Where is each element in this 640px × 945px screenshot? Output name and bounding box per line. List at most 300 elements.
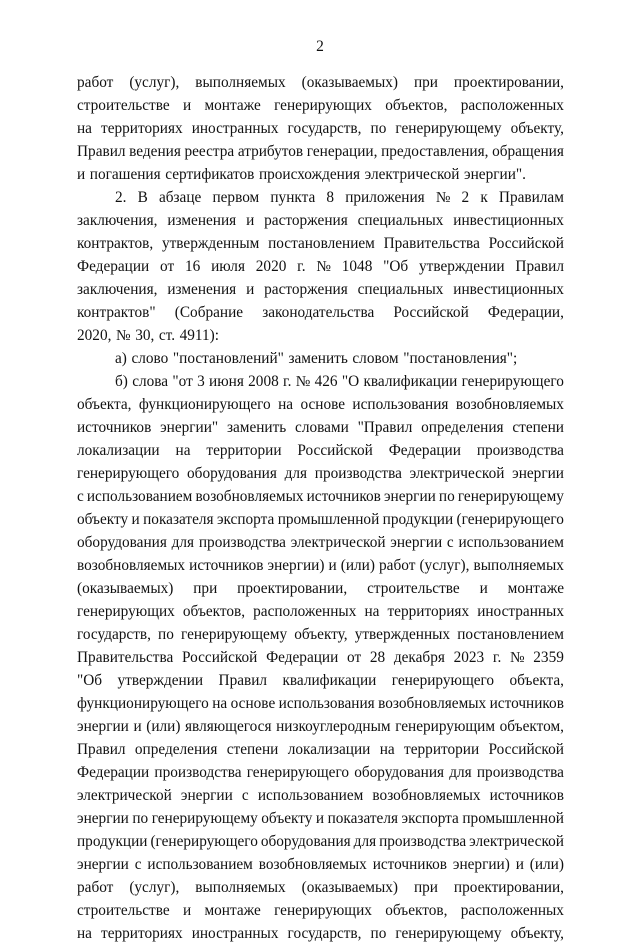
word: и [515,856,524,873]
word: (оказываемых) [77,580,174,597]
word: генерирующему [181,626,288,643]
word: генерирующим [395,718,496,735]
word: производства [476,764,564,781]
word: энергии" [160,419,219,436]
text-line [77,876,564,899]
word: специальных [357,281,444,298]
word: "Об [383,258,409,275]
text-line [77,485,564,508]
word: энергии [180,787,233,804]
word: энергии". [464,166,526,183]
word: с [241,787,249,804]
word: экспорта [401,810,459,827]
word: ведения [129,143,181,160]
word: контрактов, [77,235,154,252]
word: при [193,580,218,597]
word: объектов, [385,902,448,919]
word: декабря [393,649,445,666]
text-line [77,692,564,715]
word: источников [77,419,152,436]
word: (или) [146,718,181,735]
word: объекту, [294,626,348,643]
word: государств, [287,925,362,942]
word: энергии [383,488,436,505]
word: энергии [512,465,564,482]
text-line [77,738,564,761]
word: расположенных [460,97,564,114]
word: монтаже [204,902,261,919]
word: производства [314,465,402,482]
word: электрической [364,166,460,183]
text-line [77,646,564,669]
word: Российской [393,304,469,321]
word: и [131,511,140,528]
word: изменения [167,212,237,229]
word: показателя [143,511,214,528]
word: постановлением [268,235,375,252]
word: генерирующему [395,120,502,137]
word: инвестиционных [453,212,564,229]
word: на [77,120,92,137]
word: генерирующих [77,603,175,620]
word: энергии [390,534,443,551]
word: использованием [147,856,253,873]
word: с [446,534,454,551]
word: объекту, [510,120,564,137]
word: локализации [287,741,371,758]
word: генерирующего [391,672,495,689]
word: словами [295,419,349,436]
word: слово [131,350,169,367]
word: электрической [77,787,172,804]
word: показателя [327,810,398,827]
word: использованием [257,787,364,804]
word: основе [300,396,346,413]
word: проектировании, [237,580,348,597]
text-line [77,347,564,370]
text-line [77,784,564,807]
word: заменить [226,419,287,436]
word: пункта [270,189,316,206]
word: объектом, [499,718,564,735]
word: Правилам [498,189,564,206]
word: энергии [77,856,129,873]
text-line [77,715,564,738]
word: (Собрание [174,304,244,321]
word: генерирующего [77,465,180,482]
word: генерирующих [274,902,372,919]
word: заменить [288,350,348,367]
word: экспорта [216,511,275,528]
word: г. [492,649,502,666]
word: по [438,488,455,505]
word: возобновляемых [258,856,367,873]
word: для [353,833,377,850]
word: № [316,258,331,275]
word: 2. [115,189,127,206]
word: использованием [458,534,564,551]
word: для [171,534,195,551]
word: объекту [77,511,129,528]
word: и [133,718,142,735]
word: а) [115,350,127,367]
word: локализации [77,442,160,459]
word: 2008 [248,373,279,390]
word: (генерирующего [456,511,564,528]
word: Правил [77,143,126,160]
text-line [77,278,564,301]
word: энергии [77,718,129,735]
word: возобновляемых [77,557,186,574]
word: объекта, [509,672,564,689]
word: (оказываемых) [301,74,398,91]
word: государств, [77,626,151,643]
word: 426 [314,373,338,390]
word: Федерации [388,442,461,459]
word: иностранных [191,925,279,942]
word: на [175,442,191,459]
word: оборудования [354,764,445,781]
word: определения [421,419,504,436]
word: Российской [488,235,564,252]
document-body [77,71,564,945]
text-line [77,600,564,623]
text-line [77,807,564,830]
word: использованием [86,488,193,505]
word: на [212,695,228,712]
word: Правил [218,672,268,689]
word: промышленной [462,810,564,827]
word: утверждении [117,672,204,689]
word: (генерирующего [150,833,258,850]
word: утверждении [419,258,505,275]
word: генерации, [306,143,378,160]
word: и [479,580,488,597]
text-line [77,94,564,117]
word: основе [230,695,276,712]
word: иностранных [477,603,564,620]
word: г. [297,258,306,275]
word: на [379,741,395,758]
word: генерирующего [246,764,350,781]
word: специальных [357,212,444,229]
word: источников [372,856,448,873]
text-line [77,71,564,94]
word: постановлением [457,626,564,643]
word: и [182,97,192,114]
text-line [77,830,564,853]
word: Российской [488,741,564,758]
word: Федерации [77,258,150,275]
word: являющегося [185,718,272,735]
word: оборудования [77,534,167,551]
word: определения [134,741,218,758]
word: реестра [184,143,235,160]
text-line [77,623,564,646]
word: Федерации [77,764,150,781]
word: 2 [461,189,470,206]
word: (услуг), [129,74,180,91]
word: 2023 [453,649,485,666]
word: электрической [469,833,564,850]
word: 4911): [179,327,219,344]
word: изменения [167,281,237,298]
word: приложения [345,189,425,206]
word: (или) [340,557,375,574]
word: ст. [158,327,176,344]
word: б) [115,373,128,390]
word: июня [209,373,244,390]
word: энергии) [267,557,325,574]
word: "О [341,373,360,390]
word: заключения, [77,281,158,298]
word: абзаце [158,189,202,206]
word: территории [404,741,480,758]
text-line [77,554,564,577]
word: расположенных [253,603,357,620]
word: расторжения [264,212,348,229]
word: генерирующему [395,925,502,942]
word: строительстве [367,580,460,597]
word: 16 [184,258,201,275]
text-line [77,301,564,324]
word: происхождения [258,166,361,183]
word: объектов, [182,603,246,620]
text-line [77,462,564,485]
word: № [509,649,525,666]
word: 3 [197,373,205,390]
word: производства [476,442,564,459]
word: энергии [77,810,129,827]
word: 2359 [533,649,564,666]
word: строительстве [77,902,170,919]
word: источников [306,488,381,505]
text-line [77,508,564,531]
word: расторжения [264,281,348,298]
word: В [137,189,148,206]
word: возобновляемых [195,488,304,505]
word: для [449,764,472,781]
text-line [77,416,564,439]
word: электрической [290,534,386,551]
word: на [77,925,92,942]
word: объекту [261,810,313,827]
word: продукции [382,511,454,528]
word: и [182,902,192,919]
word: Федерации [266,649,339,666]
word: работ [77,74,114,91]
word: квалификации [363,373,458,390]
word: степени [512,419,564,436]
word: и [246,281,255,298]
word: работ [77,879,114,896]
word: 2020, [77,327,112,344]
word: производства [379,833,467,850]
word: иностранных [191,120,279,137]
word: утвержденных [354,626,451,643]
word: (или) [529,856,564,873]
word: контрактов" [77,304,156,321]
word: инвестиционных [453,281,564,298]
word: (услуг), [129,879,180,896]
text-line [77,922,564,945]
word: проектировании, [453,74,564,91]
word: Правительства [77,649,174,666]
word: строительстве [77,97,170,114]
word: на [364,603,380,620]
word: с [134,856,142,873]
word: утвержденным [161,235,260,252]
word: с [77,488,84,505]
word: 8 [326,189,335,206]
word: июля [211,258,245,275]
word: и [77,166,86,183]
text-line [77,186,564,209]
word: заключения, [77,212,158,229]
word: при [413,879,438,896]
word: монтаже [507,580,564,597]
page-number: 2 [316,38,324,55]
word: выполняемых [473,557,564,574]
text-line [77,117,564,140]
word: Федерации, [487,304,564,321]
word: и [328,557,337,574]
word: оборудования [187,465,277,482]
text-line [77,577,564,600]
word: по [370,925,387,942]
word: на [278,396,294,413]
word: выполняемых [195,879,286,896]
word: источников [489,695,564,712]
word: по [132,810,149,827]
text-line [77,232,564,255]
text-line [77,761,564,784]
word: возобновляемых [372,787,481,804]
word: низкоуглеродным [276,718,391,735]
word: "постановления"; [403,350,518,367]
word: и [246,212,255,229]
word: источников [489,787,564,804]
word: "постановлений" [172,350,284,367]
word: Российской [297,442,373,459]
word: для [284,465,308,482]
word: обращения [492,143,564,160]
text-line [77,899,564,922]
word: оборудования [260,833,351,850]
word: расположенных [460,902,564,919]
word: первом [212,189,260,206]
word: производства [154,764,242,781]
word: производства [198,534,286,551]
word: функционирующего [138,396,271,413]
word: объекта, [77,396,132,413]
word: законодательства [262,304,375,321]
word: (оказываемых) [301,879,398,896]
word: проектировании, [453,879,564,896]
word: № [295,373,311,390]
word: монтаже [204,97,261,114]
text-line [77,393,564,416]
word: выполняемых [195,74,286,91]
word: территории [206,442,282,459]
word: сертификатов [165,166,255,183]
word: атрибутов [237,143,304,160]
word: "Об [77,672,103,689]
word: территориях [387,603,470,620]
word: и [315,810,325,827]
word: № [435,189,451,206]
text-line [77,853,564,876]
word: объектов, [385,97,448,114]
word: по [370,120,387,137]
text-line [77,324,564,347]
word: по [158,626,174,643]
word: слова [132,373,169,390]
word: при [413,74,438,91]
word: Правил [77,741,126,758]
text-line [77,531,564,554]
word: территориях [101,925,183,942]
word: словом [352,350,399,367]
word: от [347,649,362,666]
word: к [480,189,488,206]
text-line [77,163,564,186]
word: генерирующему [457,488,564,505]
word: территориях [101,120,183,137]
text-line [77,140,564,163]
word: использования [278,695,375,712]
word: источников [189,557,264,574]
word: энергии) [452,856,510,873]
text-line [77,669,564,692]
word: генерирующих [274,97,372,114]
word: Правил [515,258,564,275]
word: "от [172,373,193,390]
word: 28 [369,649,386,666]
text-line [77,370,564,393]
word: (услуг), [419,557,470,574]
word: функционирующего [77,695,209,712]
word: от [160,258,175,275]
word: продукции [77,833,148,850]
word: степени [226,741,279,758]
word: г. [283,373,292,390]
text-line [77,209,564,232]
word: генерирующего [461,373,564,390]
word: возобновляемых [378,695,487,712]
word: государств, [287,120,362,137]
word: объекту, [510,925,564,942]
word: электрической [409,465,505,482]
word: промышленной [277,511,380,528]
word: "Правил [357,419,413,436]
word: работ [379,557,416,574]
word: возобновляемых [455,396,564,413]
word: 30, [135,327,155,344]
word: № [116,327,131,344]
word: погашения [89,166,161,183]
word: генерирующему [151,810,258,827]
text-line [77,255,564,278]
word: Правительства [383,235,480,252]
word: квалификации [282,672,377,689]
word: 1048 [341,258,373,275]
text-line [77,439,564,462]
word: предоставления, [381,143,489,160]
word: Российской [181,649,258,666]
word: использования [352,396,449,413]
word: 2020 [255,258,287,275]
